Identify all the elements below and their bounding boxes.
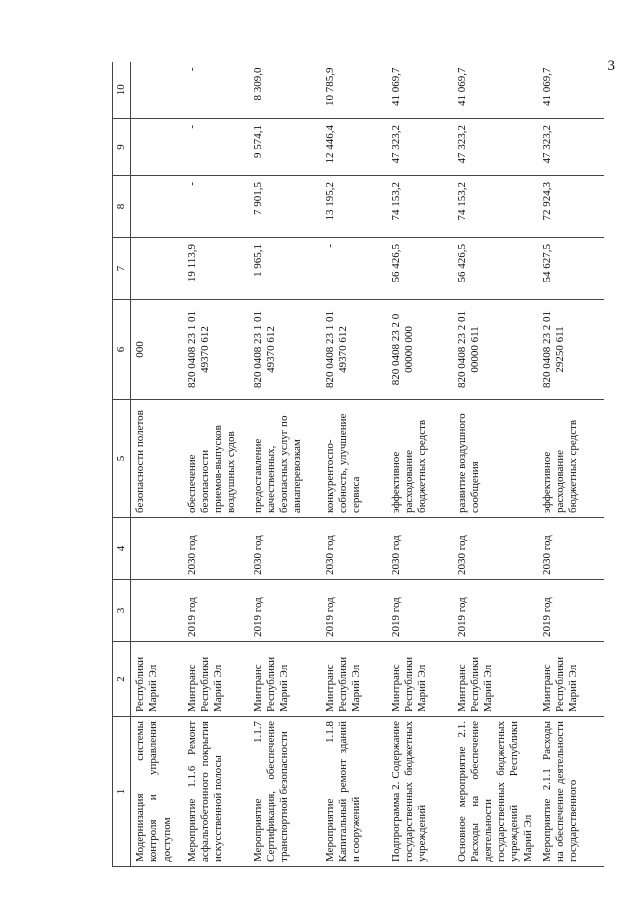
column-header: 7 — [113, 238, 131, 300]
start-year: 2019 год — [249, 580, 321, 642]
expected-result: эффективное расходование бюджетных средств — [538, 400, 604, 518]
responsible-executor: Минтранс Республики Марий Эл — [453, 642, 538, 717]
column-header: 10 — [113, 62, 131, 119]
start-year: 2019 год — [387, 580, 453, 642]
column-header: 3 — [113, 580, 131, 642]
amount-col-10: 10 785,9 — [321, 62, 387, 119]
budget-code: 820 0408 23 1 01 49370 612 — [183, 300, 249, 400]
table-row — [453, 62, 538, 867]
end-year: 2030 год — [183, 518, 249, 580]
table-row — [321, 62, 387, 867]
end-year: 2030 год — [453, 518, 538, 580]
column-header: 9 — [113, 119, 131, 176]
activity-name: Мероприятие 1.1.8 Капитальный ремонт зданий и сооружений — [321, 717, 387, 867]
activity-name: Подпрограмма 2. Содержание государственных бюджетных учреждений — [387, 717, 453, 867]
activity-name: Мероприятие 2.1.1 Расходы на обеспечение деятельности государственного — [538, 717, 604, 867]
expected-result: эффективное расходование бюджетных средств — [387, 400, 453, 518]
budget-code: 820 0408 23 2 01 29250 611 — [538, 300, 604, 400]
table-row — [131, 62, 183, 867]
amount-col-7 — [131, 238, 183, 300]
amount-col-9 — [131, 119, 183, 176]
amount-col-7: 1 965,1 — [249, 238, 321, 300]
rotated-table-wrapper — [112, 62, 614, 867]
amount-col-7: - — [321, 238, 387, 300]
budget-code: 820 0408 23 2 01 00000 611 — [453, 300, 538, 400]
header-row — [113, 62, 131, 867]
responsible-executor: Минтранс Республики Марий Эл — [387, 642, 453, 717]
responsible-executor: Минтранс Республики Марий Эл — [183, 642, 249, 717]
expected-result: предоставление качественных, безопасных услуг по авиаперевозкам — [249, 400, 321, 518]
page-number: 3 — [607, 58, 615, 74]
amount-col-9: 9 574,1 — [249, 119, 321, 176]
budget-code: 000 — [131, 300, 183, 400]
amount-col-10: - — [183, 62, 249, 119]
amount-col-9: - — [183, 119, 249, 176]
end-year: 2030 год — [387, 518, 453, 580]
amount-col-10: 41 069,7 — [387, 62, 453, 119]
budget-code: 820 0408 23 1 01 49370 612 — [321, 300, 387, 400]
amount-col-7: 56 426,5 — [387, 238, 453, 300]
start-year — [131, 580, 183, 642]
amount-col-8 — [131, 176, 183, 238]
expected-result: конкурентоспо-собность, улучшение сервиса — [321, 400, 387, 518]
amount-col-9: 47 323,2 — [538, 119, 604, 176]
responsible-executor: Минтранс Республики Марий Эл — [538, 642, 604, 717]
start-year: 2019 год — [538, 580, 604, 642]
activity-name: Мероприятие 1.1.7 Сертификация, обеспечение транспортной безопасности — [249, 717, 321, 867]
amount-col-10: 8 309,0 — [249, 62, 321, 119]
column-header: 6 — [113, 300, 131, 400]
rotated-table-frame — [112, 62, 614, 867]
start-year: 2019 год — [453, 580, 538, 642]
amount-col-8: 7 901,5 — [249, 176, 321, 238]
amount-col-7: 56 426,5 — [453, 238, 538, 300]
amount-col-9: 47 323,2 — [387, 119, 453, 176]
column-header: 8 — [113, 176, 131, 238]
expected-result: обеспечение безопасности приемов-выпусков воздушных судов — [183, 400, 249, 518]
column-header: 1 — [113, 717, 131, 867]
end-year: 2030 год — [249, 518, 321, 580]
amount-col-9: 12 446,4 — [321, 119, 387, 176]
expected-result: развитие воздушного сообщения — [453, 400, 538, 518]
end-year: 2030 год — [321, 518, 387, 580]
amount-col-7: 54 627,5 — [538, 238, 604, 300]
amount-col-10: 41 069,7 — [538, 62, 604, 119]
column-header: 4 — [113, 518, 131, 580]
amount-col-10: 41 069,7 — [453, 62, 538, 119]
column-header: 5 — [113, 400, 131, 518]
amount-col-8: 74 153,2 — [453, 176, 538, 238]
program-table — [112, 62, 604, 867]
amount-col-8: 13 195,2 — [321, 176, 387, 238]
end-year: 2030 год — [538, 518, 604, 580]
expected-result: безопасности полетов — [131, 400, 183, 518]
start-year: 2019 год — [321, 580, 387, 642]
table-row — [538, 62, 604, 867]
column-header: 2 — [113, 642, 131, 717]
budget-code: 820 0408 23 2 0 00000 000 — [387, 300, 453, 400]
responsible-executor: Минтранс Республики Марий Эл — [249, 642, 321, 717]
amount-col-9: 47 323,2 — [453, 119, 538, 176]
amount-col-8: - — [183, 176, 249, 238]
activity-name: Мероприятие 1.1.6 Ремонт асфальтобетонного покрытия искусственной полосы — [183, 717, 249, 867]
amount-col-8: 74 153,2 — [387, 176, 453, 238]
amount-col-7: 19 113,9 — [183, 238, 249, 300]
table-row — [249, 62, 321, 867]
end-year — [131, 518, 183, 580]
table-row — [183, 62, 249, 867]
budget-code: 820 0408 23 1 01 49370 612 — [249, 300, 321, 400]
table-row — [387, 62, 453, 867]
amount-col-10 — [131, 62, 183, 119]
activity-name: Модернизация системы контроля и управления доступом — [131, 717, 183, 867]
amount-col-8: 72 924,3 — [538, 176, 604, 238]
responsible-executor: Минтранс Республики Марий Эл — [321, 642, 387, 717]
responsible-executor: Республики Марий Эл — [131, 642, 183, 717]
activity-name: Основное мероприятие 2.1. Расходы на обеспечение деятельности государственных бюджетных учреждений Республики Марий Эл — [453, 717, 538, 867]
start-year: 2019 год — [183, 580, 249, 642]
